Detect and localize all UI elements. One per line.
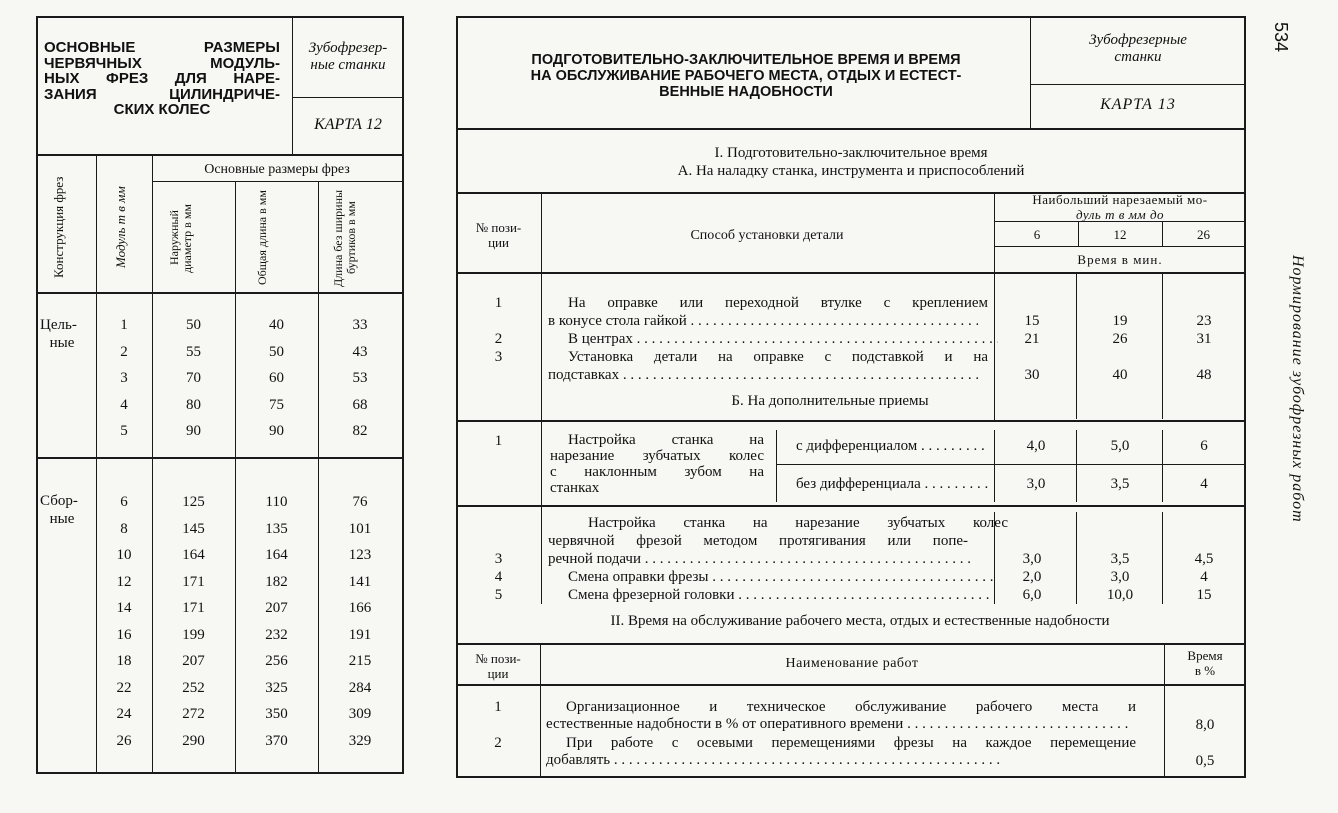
table-cell: 82 [352,423,368,439]
table-cell: 284 [348,679,372,696]
table-cell: 207 [265,600,288,616]
table-cell: 290 [182,732,205,749]
extra-value: 15 [1196,587,1212,603]
setup-value: 19 [1112,313,1128,329]
running-head: Нормирование зубофрезных работ [1289,255,1306,523]
service-text: добавлять . . . [546,751,1130,769]
extra-text: речной подачи . . . [548,550,974,568]
card13-col-pos2: № пози- ции [475,651,521,681]
table-cell: 53 [352,370,368,386]
table-cell: 101 [348,520,372,537]
card13-with-diff-12: 5,0 [1110,438,1130,454]
setup-pos: 2 [494,331,503,347]
setup-text: в конусе стола гайкой . . . [548,312,978,330]
setup-text: Установка детали на оправке с подставкой и на [568,349,988,365]
table-cell: 145 [182,520,205,537]
card13-section1a: А. На наладку станка, инструмента и приспособлений [677,163,1025,179]
table-cell: 164 [182,547,205,563]
extra-pos: 4 [494,569,503,585]
table-cell: 60 [269,370,284,386]
table-cell: 166 [348,600,372,616]
card12-col-module: Модуль m в мм [113,186,128,268]
card13-without-diff: без дифференциала . . . [796,475,988,493]
service-text: Организационное и техническое обслуживание рабочего места и [566,699,1136,715]
extra-text: Смена оправки фрезы . . . [548,568,994,586]
table-cell: 76 [352,494,368,510]
card13-col-work: Наименование работ [785,656,919,671]
table-cell: 329 [348,732,372,749]
table-cell: 80 [186,396,201,413]
table-cell: 191 [348,626,372,643]
table-cell: 207 [182,653,205,669]
table-cell: 14 [116,600,132,616]
service-value: 8,0 [1195,717,1215,733]
table-cell: 350 [265,706,288,722]
table-cell: 24 [116,706,132,722]
setup-value: 26 [1112,331,1128,347]
table-cell: 252 [182,679,205,696]
table-cell: 43 [352,343,368,360]
setup-value: 15 [1024,313,1040,329]
table-cell: 325 [265,679,288,696]
setup-value: 23 [1196,313,1212,329]
card13-title: ПОДГОТОВИТЕЛЬНО-ЗАКЛЮЧИТЕЛЬНОЕ ВРЕМЯ И ВРЕМЯ НА ОБСЛУЖИВАНИЕ РАБОЧЕГО МЕСТА, ОТДЫХ И ЕСТЕСТ- ВЕННЫЕ НАДОБНОСТИ [530,52,962,100]
setup-pos: 3 [494,349,503,365]
table-cell: 182 [265,573,288,590]
extra-value: 2,0 [1022,569,1042,585]
extra-value: 4,5 [1194,551,1214,567]
setup-text: подставках . . . [548,366,978,384]
card13-without-diff-6: 3,0 [1026,476,1046,492]
card13-with-diff: с дифференциалом . . . [796,437,988,455]
card13-with-diff-6: 4,0 [1026,438,1046,454]
card13-helical-pos: 1 [494,433,503,449]
table-cell: 171 [182,600,205,616]
table-cell: 33 [352,317,368,333]
card13-module-12: 12 [1113,227,1127,242]
setup-value: 40 [1112,367,1128,383]
extra-value: 3,5 [1110,551,1130,567]
service-pos: 1 [494,699,502,715]
table-cell: 75 [269,396,284,413]
table-cell: 55 [186,343,201,360]
card13-section1: I. Подготовительно-заключительное время [714,145,988,161]
card12-number: КАРТА 12 [314,116,382,133]
table-cell: 12 [116,573,132,590]
table-cell: 141 [348,573,372,590]
card12-col-diameter: Наружный диаметр в мм [167,203,194,273]
table-cell: 215 [348,653,372,669]
table-cell: 4 [120,396,128,413]
service-value: 0,5 [1195,753,1215,769]
card13-section1b: Б. На дополнительные приемы [731,393,929,409]
card12-group-solid: Цель- ные [40,317,77,351]
table-cell: 3 [120,370,128,386]
setup-text: В центрах . . . [548,330,998,348]
service-text: естественные надобности в % от оперативного времени . . . [546,715,1130,733]
card13-with-diff-26: 6 [1200,438,1208,454]
table-cell: 90 [269,423,284,439]
table-cell: 125 [182,494,205,510]
table-cell: 22 [116,679,132,696]
card13-number: КАРТА 13 [1100,96,1176,113]
card12-machine: Зубофрезер- ные станки [308,40,388,73]
extra-pos: 5 [494,587,503,603]
table-cell: 135 [265,520,288,537]
table-cell: 1 [120,317,128,333]
extra-text: Смена фрезерной головки . . . [548,586,994,604]
table-cell: 16 [116,626,132,643]
setup-value: 30 [1024,367,1040,383]
table-cell: 10 [116,547,132,563]
service-pos: 2 [494,735,502,751]
card13-without-diff-12: 3,5 [1110,476,1130,492]
card12-title: ОСНОВНЫЕ РАЗМЕРЫ ЧЕРВЯЧНЫХ МОДУЛЬ- НЫХ ФРЕЗ ДЛЯ НАРЕ- ЗАНИЯ ЦИЛИНДРИЧЕ- СКИХ КОЛЕС [44,39,280,118]
card13-machine: Зубофрезерные станки [1089,32,1187,65]
extra-pos: 3 [494,551,503,567]
table-cell: 171 [182,573,205,590]
service-text: При работе с осевыми перемещениями фрезы на каждое перемещение [566,735,1136,751]
table-cell: 68 [352,396,368,413]
card12-group-assembled: Сбор- ные [40,493,78,527]
table-cell: 256 [265,653,288,669]
extra-text: червячной фрезой методом протягивания или попе- [548,533,968,549]
table-cell: 50 [186,317,201,333]
table-cell: 370 [265,732,288,749]
card12-col-construction: Конструкция фрез [51,176,66,278]
extra-value: 3,0 [1110,569,1130,585]
extra-value: 3,0 [1022,551,1042,567]
extra-text: Настройка станка на нарезание зубчатых колес [588,515,1008,531]
card13-module-26: 26 [1197,227,1210,242]
table-cell: 90 [186,423,201,439]
table-cell: 26 [116,732,132,749]
table-cell: 232 [265,626,288,643]
card13-helical-text: Настройка станка на нарезание зубчатых колес с наклонным зубом на станках [550,432,764,496]
table-cell: 5 [120,423,128,439]
table-cell: 8 [120,520,128,537]
card12-col-total-length: Общая длина в мм [255,190,269,286]
table-cell: 309 [348,706,372,722]
card13-without-diff-26: 4 [1200,476,1208,492]
card12-col-length-no-collars: Длина без ширины буртиков в мм [331,189,358,287]
card13-col-time-pct: Время в % [1187,648,1223,678]
page-number: 534 [1271,22,1291,53]
table-cell: 164 [265,547,288,563]
table-cell: 199 [182,626,205,643]
card13-col-pos: № пози- ции [475,220,522,250]
setup-value: 21 [1024,331,1040,347]
card13-col-method: Способ установки детали [690,228,844,243]
setup-value: 31 [1196,331,1212,347]
setup-pos: 1 [494,295,503,311]
table-cell: 123 [348,547,372,563]
card12-group-header: Основные размеры фрез [204,162,350,177]
extra-value: 4 [1200,569,1208,585]
table-cell: 50 [269,343,284,360]
table-cell: 2 [120,343,128,360]
table-cell: 272 [182,706,205,722]
card13-module-6: 6 [1033,227,1041,242]
table-cell: 18 [116,653,132,669]
card13-section2: II. Время на обслуживание рабочего места, отдых и естественные надобности [610,613,1110,629]
setup-value: 48 [1196,367,1212,383]
setup-text: На оправке или переходной втулке с креплением [568,295,988,311]
extra-value: 10,0 [1106,587,1134,603]
table-cell: 70 [186,370,201,386]
card13-col-time: Время в мин. [1077,252,1163,267]
table-cell: 110 [265,494,288,510]
card13-col-module: Наибольший нарезаемый мо- дуль m в мм до [1032,192,1208,222]
table-cell: 40 [269,317,284,333]
table-cell: 6 [120,494,128,510]
extra-value: 6,0 [1022,587,1042,603]
